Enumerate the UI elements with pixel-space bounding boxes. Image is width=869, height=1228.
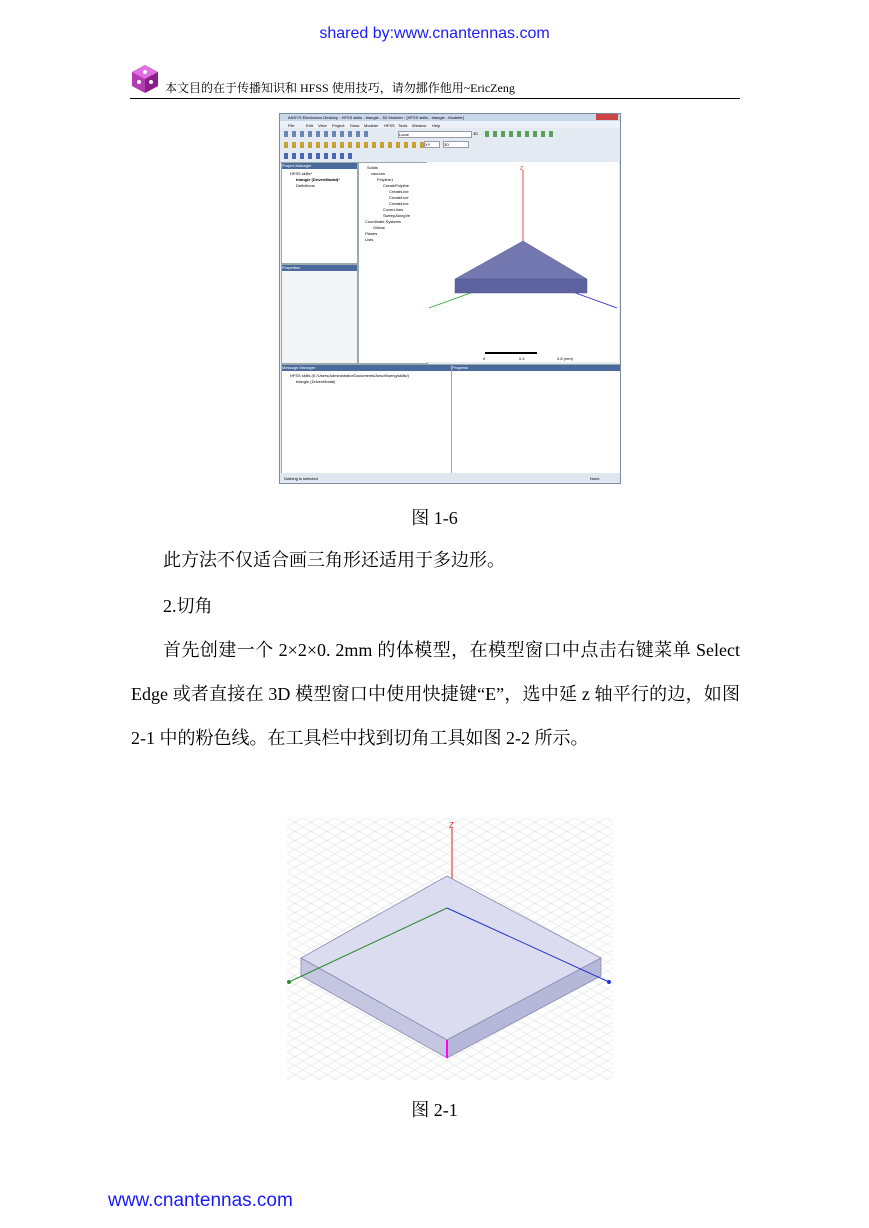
local-combo-value: Local xyxy=(399,132,409,137)
dimension-combo[interactable] xyxy=(443,141,469,148)
menu-edit[interactable]: Edit xyxy=(306,123,313,128)
menu-help[interactable]: Help xyxy=(432,123,441,128)
header-text: 本文目的在于传播知识和 HFSS 使用技巧，请勿挪作他用~EricZeng xyxy=(165,81,515,95)
message-line-2[interactable]: triangle (DrivenModal) xyxy=(296,379,336,384)
status-right: None xyxy=(590,476,600,481)
dimension-combo-value: 3D xyxy=(444,142,450,147)
menu-window[interactable]: Window xyxy=(412,123,427,128)
model-tree-panel xyxy=(358,162,428,364)
tree-item-coordinate-systems[interactable]: Coordinate Systems xyxy=(365,219,402,224)
menu-view[interactable]: View xyxy=(318,123,327,128)
scale-bar xyxy=(485,352,537,354)
tree-item-solids[interactable]: Solids xyxy=(367,165,378,170)
menu-modeler[interactable]: Modeler xyxy=(364,123,379,128)
window-controls-icon[interactable] xyxy=(596,114,618,120)
y-axis-end-icon xyxy=(607,980,611,984)
tree-item-polyline[interactable]: Polyline1 xyxy=(377,177,394,182)
section-heading-chamfer: 2.切角 xyxy=(163,596,213,616)
properties-panel xyxy=(281,264,358,364)
paragraph-polygon: 此方法不仅适合画三角形还适用于多边形。 xyxy=(163,550,505,570)
software-screenshot xyxy=(279,113,621,484)
tree-item-project[interactable]: HFSS skills* xyxy=(290,171,313,176)
menu-hfss[interactable]: HFSS xyxy=(384,123,395,128)
figure-2-1-model xyxy=(287,818,613,1080)
tree-item-global[interactable]: Global xyxy=(373,225,385,230)
window-title: ANSYS Electronics Desktop - HFSS skills - triangle - 3D Modeler - [HFSS skills - triangle - Modeler] xyxy=(288,115,464,120)
tree-item-lists[interactable]: Lists xyxy=(365,237,374,242)
tree-item-vacuum[interactable]: vacuum xyxy=(371,171,386,176)
tree-item-createpolyline[interactable]: CreatePolyline xyxy=(383,183,410,188)
tree-item-createline-1[interactable]: CreateLine xyxy=(389,189,409,194)
status-bar xyxy=(280,473,620,482)
menu-tools[interactable]: Tools xyxy=(398,123,408,128)
menu-project[interactable]: Project xyxy=(332,123,345,128)
message-manager-panel xyxy=(281,364,452,474)
project-manager-panel xyxy=(281,162,358,264)
properties-title: Properties xyxy=(282,265,357,271)
toolbar-icons-row1[interactable] xyxy=(284,131,372,137)
tree-item-planes[interactable]: Planes xyxy=(365,231,378,236)
logo-icon xyxy=(130,64,160,94)
status-text: Nothing is selected xyxy=(284,476,318,481)
figure-caption-1-6: 图 1-6 xyxy=(411,508,458,528)
window-titlebar xyxy=(280,114,620,121)
local-combo[interactable] xyxy=(398,131,472,138)
scale-label-2: 0.8 (mm) xyxy=(557,356,573,361)
tree-item-coverlines[interactable]: CoverLines xyxy=(383,207,404,212)
tree-item-createline-3[interactable]: CreateLine xyxy=(389,201,409,206)
message-manager-title: Message Manager xyxy=(282,365,451,371)
plane-combo[interactable] xyxy=(424,141,440,148)
x-axis-end-icon xyxy=(287,980,291,984)
tree-item-definitions[interactable]: Definitions xyxy=(296,183,315,188)
footer-link[interactable]: www.cnantennas.com xyxy=(108,1190,293,1211)
menu-draw[interactable]: Draw xyxy=(350,123,360,128)
menu-bar xyxy=(280,121,620,128)
page-header xyxy=(130,62,740,99)
figure-caption-2-1: 图 2-1 xyxy=(411,1100,458,1120)
paragraph-chamfer-instructions: 首先创建一个 2×2×0. 2mm 的体模型，在模型窗口中点击右键菜单 Select Edge 或者直接在 3D 模型窗口中使用快捷键“E”，选中延 z 轴平行的边，如图 2-1 中的粉色线。在工具栏中找到切角工具如图 2-2 所示。 xyxy=(131,640,740,748)
plane-combo-value: XY xyxy=(425,142,431,147)
z-axis-label: Z xyxy=(520,166,524,172)
menu-file[interactable]: File xyxy=(288,123,295,128)
tree-item-sweep[interactable]: SweepAlongVe xyxy=(383,213,411,218)
triangle-side-face xyxy=(455,279,587,293)
progress-title: Progress xyxy=(452,365,620,371)
toolbar-icons-row1b[interactable] xyxy=(485,131,555,137)
scale-label-0: 0 xyxy=(483,356,486,361)
view-3d-label[interactable]: 3D xyxy=(473,131,479,136)
toolbar-icons-row3[interactable] xyxy=(284,153,354,159)
message-line-1[interactable]: HFSS skills (E:/Users/Administrator/Documents/Ansoft/ueng/skills/) xyxy=(290,373,409,378)
shared-by-link[interactable]: shared by:www.cnantennas.com xyxy=(319,25,550,42)
tree-item-createline-2[interactable]: CreateLine xyxy=(389,195,409,200)
progress-panel xyxy=(451,364,621,474)
tree-item-design[interactable]: triangle (DrivenModal)* xyxy=(296,177,340,182)
project-manager-title: Project Manager xyxy=(282,163,357,169)
modeler-3d-view[interactable] xyxy=(427,162,619,362)
scale-label-1: 0.4 xyxy=(519,356,525,361)
z-axis-label: Z xyxy=(449,821,454,830)
toolbar-icons-row2[interactable] xyxy=(284,142,424,148)
toolbar xyxy=(280,128,620,163)
